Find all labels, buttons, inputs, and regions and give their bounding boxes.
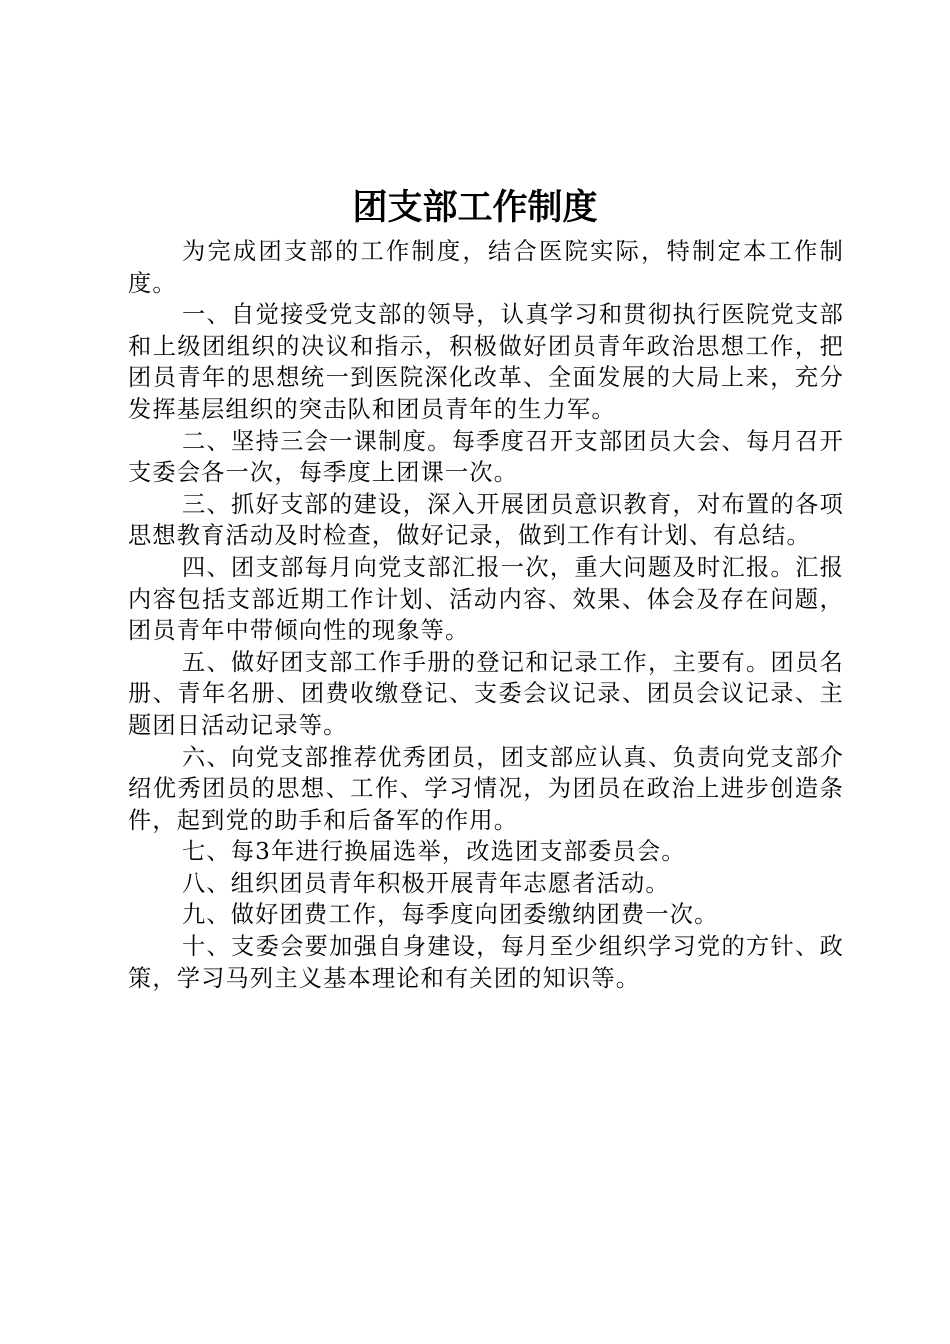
- paragraph-item-5: 五、做好团支部工作手册的登记和记录工作，主要有。团员名册、青年名册、团费收缴登记、支委会议记录、团员会议记录、主题团日活动记录等。: [128, 648, 844, 739]
- paragraph-item-8: 八、组织团员青年积极开展青年志愿者活动。: [182, 869, 670, 897]
- paragraph-item-7: 七、每3年进行换届选举，改选团支部委员会。: [182, 838, 686, 866]
- paragraph-intro: 为完成团支部的工作制度，结合医院实际，特制定本工作制度。: [128, 238, 844, 297]
- paragraph-item-1: 一、自觉接受党支部的领导，认真学习和贯彻执行医院党支部和上级团组织的决议和指示，积极做好团员青年政治思想工作，把团员青年的思想统一到医院深化改革、全面发展的大局上来，充分发挥基层组织的突击队和团员青年的生力军。: [128, 301, 844, 423]
- document-body: [128, 236, 844, 994]
- paragraph-item-10: 十、支委会要加强自身建设，每月至少组织学习党的方针、政策，学习马列主义基本理论和有关团的知识等。: [128, 933, 844, 992]
- paragraph-item-6: 六、向党支部推荐优秀团员，团支部应认真、负责向党支部介绍优秀团员的思想、工作、学习情况，为团员在政治上进步创造条件，起到党的助手和后备军的作用。: [128, 743, 844, 834]
- paragraph-item-3: 三、抓好支部的建设，深入开展团员意识教育，对布置的各项思想教育活动及时检查，做好记录，做到工作有计划、有总结。: [128, 490, 844, 550]
- paragraph-item-4: 四、团支部每月向党支部汇报一次，重大问题及时汇报。汇报内容包括支部近期工作计划、活动内容、效果、体会及存在问题，团员青年中带倾向性的现象等。: [128, 553, 844, 645]
- document-title: 团支部工作制度: [352, 187, 598, 228]
- paragraph-item-2: 二、坚持三会一课制度。每季度召开支部团员大会、每月召开支委会各一次，每季度上团课一次。: [128, 427, 844, 487]
- paragraph-item-9: 九、做好团费工作，每季度向团委缴纳团费一次。: [182, 901, 719, 929]
